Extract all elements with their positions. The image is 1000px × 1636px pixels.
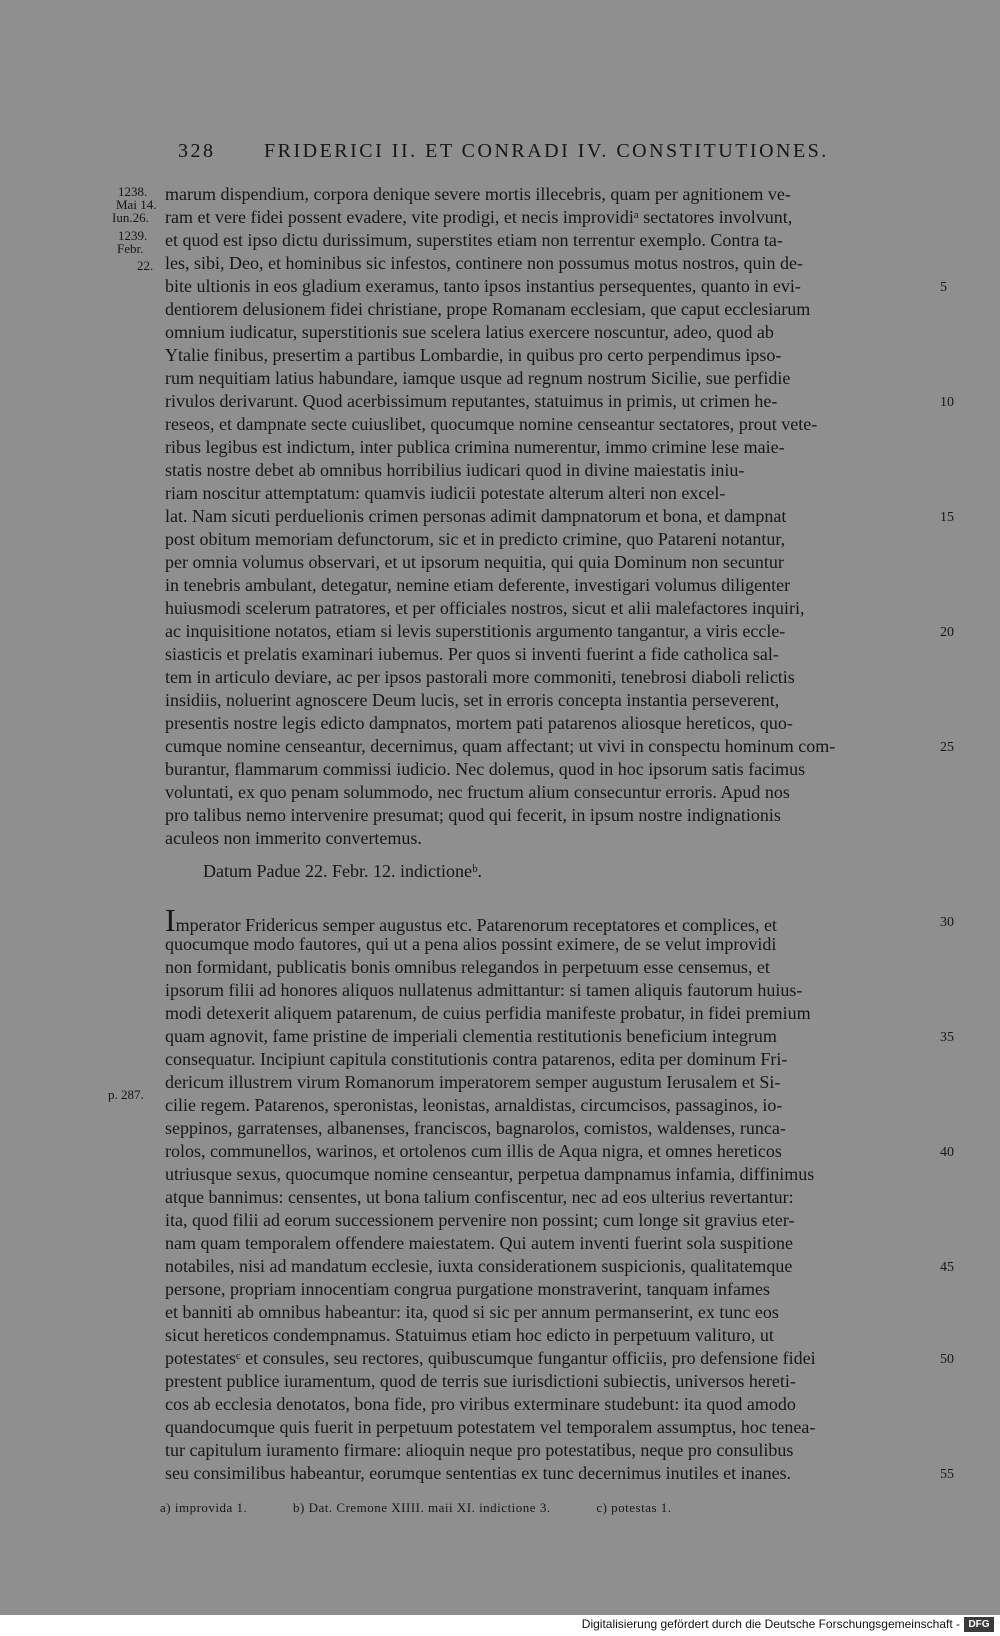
drop-capital: I — [165, 910, 176, 936]
text-line: notabiles, nisi ad mandatum ecclesie, iuxta considerationem suspicionis, qualitatemque — [165, 1256, 793, 1276]
text-line: ribus legibus est indictum, inter publica crimina numerentur, immo crimine lese maie- — [165, 437, 785, 457]
line-number: 25 — [940, 740, 954, 755]
text-line: pro talibus nemo intervenire presumat; quod qui fecerit, in ipsum nostre indignationis — [165, 805, 781, 825]
line-number: 45 — [940, 1260, 954, 1275]
text-line: rolos, communellos, warinos, et ortolenos cum illis de Aqua nigra, et omnes hereticos — [165, 1141, 782, 1161]
text-line: rivulos derivarunt. Quod acerbissimum reputantes, statuimus in primis, ut crimen he- — [165, 391, 778, 411]
text-line: lat. Nam sicuti perduelionis crimen personas adimit dampnatorum et bona, et dampnat — [165, 506, 787, 526]
dfg-logo-icon: DFG — [964, 1617, 994, 1632]
page-number: 328 — [178, 140, 216, 162]
funding-credit: Digitalisierung gefördert durch die Deutsche Forschungsgemeinschaft - — [581, 1617, 960, 1631]
text-line: quocumque modo fautores, qui ut a pena alios possint eximere, de se velut improvidi — [165, 934, 777, 954]
text-line: Ytalie finibus, presertim a partibus Lombardie, in quibus pro certo perpendimus ipso- — [165, 345, 782, 365]
footnote-c: c) potestas 1. — [596, 1500, 672, 1515]
text-line: tem in articulo deviare, ac per ipsos pastorali more commoniti, tenebrosi diaboli relictis — [165, 667, 795, 687]
text-line-first: Imperator Fridericus semper augustus etc. Patarenorum receptatores et complices, et — [165, 910, 935, 936]
margin-date-iun: Iun.26. — [112, 210, 149, 225]
margin-month-febr: Febr. — [117, 241, 144, 256]
text-line: huiusmodi scelerum patratores, et per officiales nostros, sicut et alii malefactores inquiri, — [165, 598, 805, 618]
margin-year-1238: 1238. — [118, 184, 148, 199]
text-line: aculeos non immerito convertemus. — [165, 828, 422, 848]
text-line: tur capitulum iuramento firmare: alioquin neque pro potestatibus, neque pro consulibus — [165, 1440, 794, 1460]
datum-line: Datum Padue 22. Febr. 12. indictioneᵇ. — [203, 861, 483, 881]
text-line: ram et vere fidei possent evadere, vite prodigi, et necis improvidiᵃ sectatores involvunt, — [165, 207, 793, 227]
line-number: 40 — [940, 1145, 954, 1160]
line-number: 30 — [940, 915, 954, 930]
text-line: burantur, flammarum commissi iudicio. Nec dolemus, quod in hoc ipsorum satis facimus — [165, 759, 806, 779]
margin-page-ref: p. 287. — [108, 1087, 144, 1102]
text-line: per omnia volumus observari, et ut ipsorum nequitia, qui quia Dominum non secuntur — [165, 552, 784, 572]
text-line: quam agnovit, fame pristine de imperiali clementia restitutionis beneficium integrum — [165, 1026, 777, 1046]
text-line: cumque nomine censeantur, decernimus, quam affectant; ut vivi in conspectu hominum com- — [165, 736, 836, 756]
line-number: 5 — [940, 280, 947, 295]
running-title: FRIDERICI II. ET CONRADI IV. CONSTITUTIONES. — [264, 140, 829, 162]
text-line: bite ultionis in eos gladium exeramus, tanto ipsos instantius persequentes, quanto in evi- — [165, 276, 801, 296]
text-line: seu consimilibus habeantur, eorumque sententias ex tunc decernimus inutiles et inanes. — [165, 1463, 792, 1483]
text-line: presentis nostre legis edicto dampnatos, mortem pati patarenos aliosque hereticos, quo- — [165, 713, 793, 733]
text-line: reseos, et dampnate secte cuiuslibet, quocumque nomine censeantur sectatores, prout vete- — [165, 414, 818, 434]
text-line: utriusque sexus, quocumque nomine censeantur, perpetua dampnamus infamia, diffinimus — [165, 1164, 815, 1184]
text-line: ac inquisitione notatos, etiam si levis superstitionis argumento tangantur, a viris eccle- — [165, 621, 786, 641]
text-line: non formidant, publicatis bonis omnibus relegandos in perpetuum esse censemus, et — [165, 957, 770, 977]
text-line: prestent publice iuramentum, quod de terris sue iurisdictioni subiectis, universos hereti- — [165, 1371, 796, 1391]
text-line: riam noscitur attemptatum: quamvis iudicii potestate alterum alteri non excel- — [165, 483, 726, 503]
line-number: 15 — [940, 510, 954, 525]
credit-bar — [0, 1615, 1000, 1636]
text-line: siasticis et prelatis examinari iubemus. Per quos si inventi fuerint a fide catholica sal- — [165, 644, 779, 664]
text-line: ita, quod filii ad eorum successionem pervenire non possint; cum longe sit gravius eter- — [165, 1210, 795, 1230]
line-number: 50 — [940, 1352, 954, 1367]
text-line: omnium iudicatur, superstitionis sue scelera latius exercere noscuntur, adeo, quod ab — [165, 322, 774, 342]
text-line: cilie regem. Patarenos, speronistas, leonistas, arnaldistas, circumcisos, passaginos, io- — [165, 1095, 783, 1115]
text-line: consequatur. Incipiunt capitula constitutionis contra patarenos, edita per dominum Fri- — [165, 1049, 788, 1069]
text-line: atque bannimus: censentes, ut bona talium confiscentur, nec ad eos ulterius revertantur: — [165, 1187, 794, 1207]
text-line: marum dispendium, corpora denique severe mortis illecebris, quam per agnitionem ve- — [165, 184, 791, 204]
footnote-b: b) Dat. Cremone XIIII. maii XI. indictione 3. — [293, 1500, 551, 1515]
text-line: in tenebris ambulant, detegatur, nemine etiam deferente, investigari volumus diligenter — [165, 575, 791, 595]
text-line: cos ab ecclesia denotatos, bona fide, pro viribus exterminare studebunt: ita quod amodo — [165, 1394, 796, 1414]
line-number: 10 — [940, 395, 954, 410]
margin-day-22: 22. — [137, 258, 154, 273]
text-line: rum nequitiam latius habundare, iamque usque ad regnum nostrum Sicilie, sue perfidie — [165, 368, 791, 388]
text-line: et banniti ab omnibus habeantur: ita, quod si sic per annum permanserint, ex tunc eos — [165, 1302, 779, 1322]
text-line: nam quam temporalem offendere maiestatem. Qui autem inventi fuerint sola suspitione — [165, 1233, 793, 1253]
text-line: dentiorem delusionem fidei christiane, prope Romanam ecclesiam, que caput ecclesiarum — [165, 299, 811, 319]
text-line: potestatesᶜ et consules, seu rectores, quibuscumque fungantur officiis, pro defensione fidei — [165, 1348, 816, 1368]
text-line: insidiis, noluerint agnoscere Deum lucis, set in erroris concepta instantia perseverent, — [165, 690, 780, 710]
line-number: 35 — [940, 1030, 954, 1045]
text-line: les, sibi, Deo, et hominibus sic infestos, continere non possumus motus nostros, quin de- — [165, 253, 803, 273]
text-line: persone, propriam innocentiam congrua purgatione monstraverint, tanquam infames — [165, 1279, 770, 1299]
footnote-a: a) improvida 1. — [160, 1500, 248, 1515]
line-number: 20 — [940, 625, 954, 640]
text-line: et quod est ipso dictu durissimum, superstites etiam non terrentur exemplo. Contra ta- — [165, 230, 783, 250]
text-line: seppinos, garratenses, albanenses, franciscos, bagnarolos, comistos, waldenses, runca- — [165, 1118, 786, 1138]
text-line: voluntati, ex quo penam solummodo, nec fructum alium consecuntur erroris. Apud nos — [165, 782, 790, 802]
text-line: dericum illustrem virum Romanorum imperatorem semper augustum Ierusalem et Si- — [165, 1072, 781, 1092]
text-line: quandocumque quis fuerit in perpetuum potestatem vel temporalem assumptus, hoc tenea- — [165, 1417, 816, 1437]
line-number: 55 — [940, 1467, 954, 1482]
text-line: statis nostre debet ab omnibus horribilius iudicari quod in divine maiestatis iniu- — [165, 460, 745, 480]
text-line: sicut hereticos condempnamus. Statuimus etiam hoc edicto in perpetuum valituro, ut — [165, 1325, 774, 1345]
margin-year-1239: 1239. — [118, 228, 148, 243]
margin-date-mai: Mai 14. — [116, 197, 157, 212]
text-line: post obitum memoriam defunctorum, sic et in predicto crimine, quo Patareni notantur, — [165, 529, 786, 549]
text-line: modi detexerit aliquem patarenum, de cuius perfidia manifeste probatur, in fidei premium — [165, 1003, 811, 1023]
footnotes — [160, 1500, 920, 1516]
text-line: ipsorum filii ad honores aliquos nullatenus admittantur: si tamen aliquis fautorum huius- — [165, 980, 803, 1000]
